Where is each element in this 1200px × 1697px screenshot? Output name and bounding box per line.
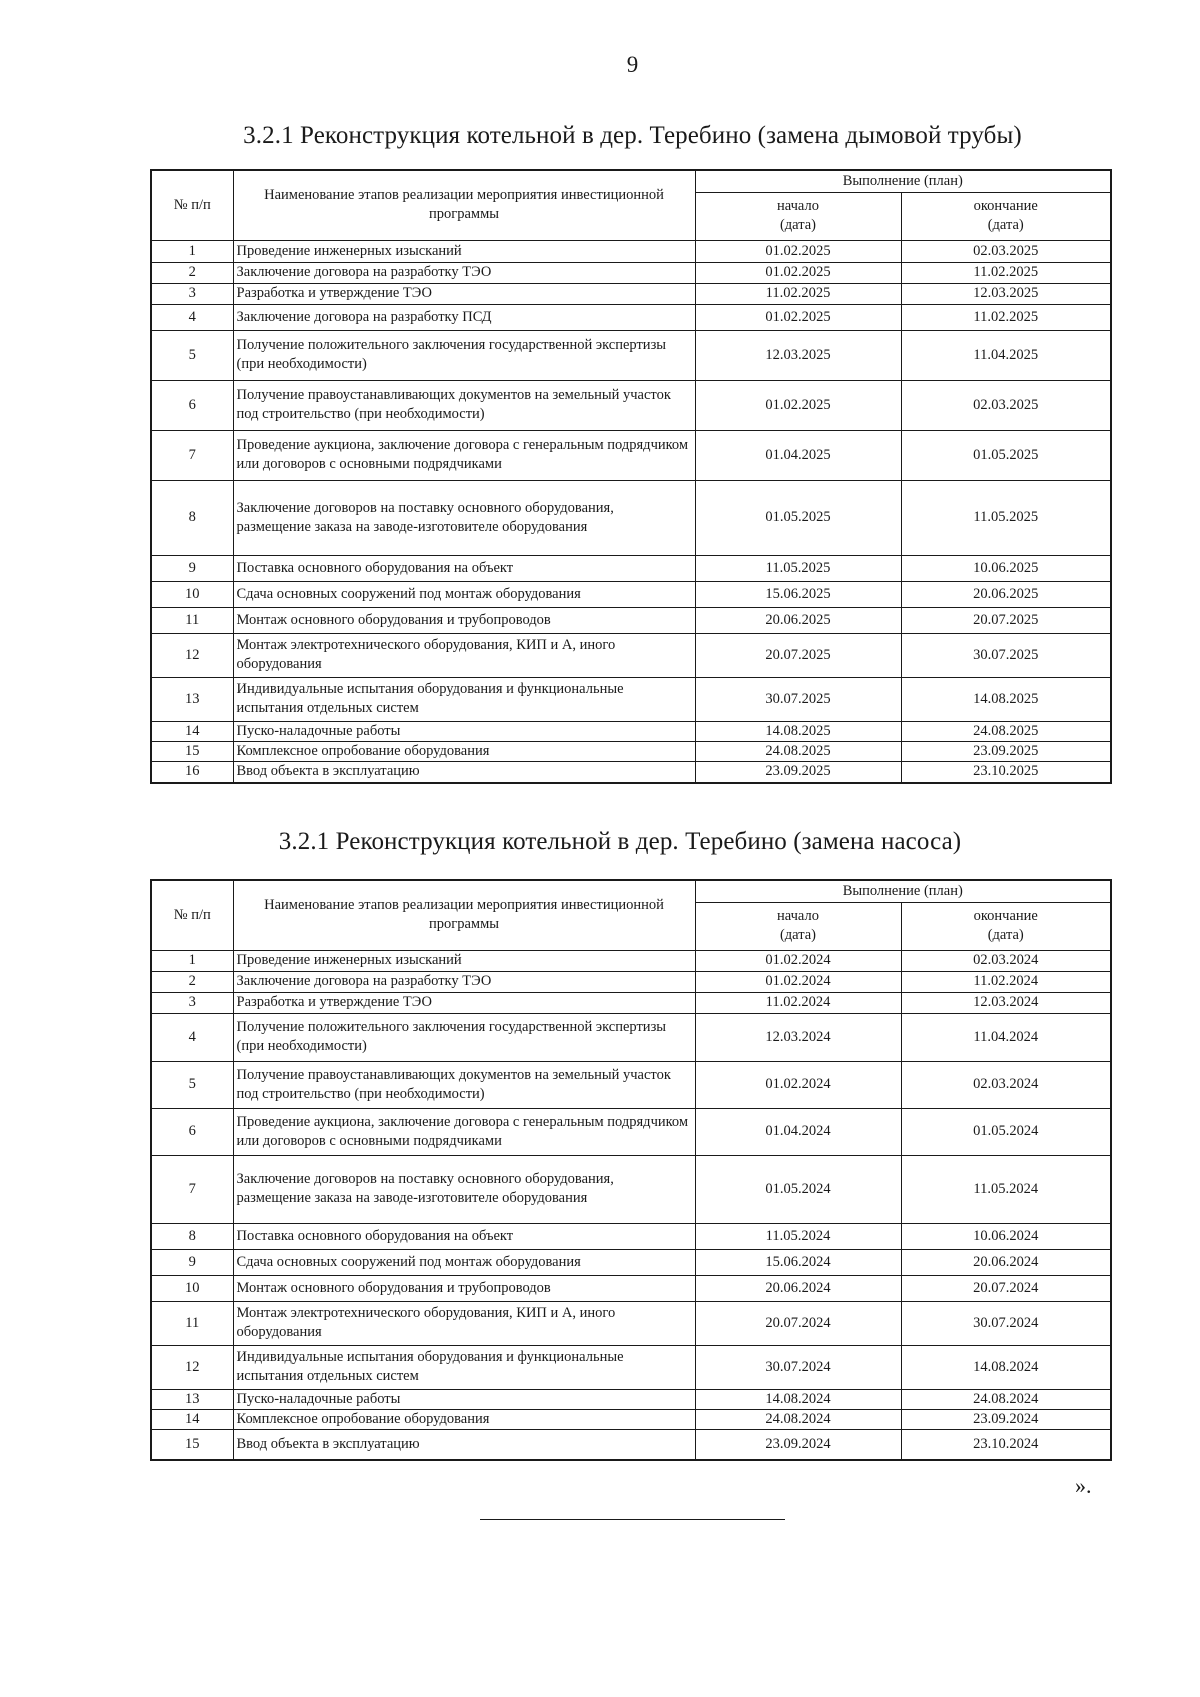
table-header-row (151, 170, 1111, 192)
row-end-date: 20.07.2025 (901, 607, 1111, 633)
row-stage-name: Заключение договора на разработку ПСД (233, 304, 695, 330)
row-stage-name: Пуско-наладочные работы (233, 721, 695, 741)
table-row (151, 1345, 1111, 1389)
table-row (151, 1275, 1111, 1301)
row-number: 5 (151, 1061, 233, 1108)
table-row (151, 430, 1111, 480)
row-number: 9 (151, 1249, 233, 1275)
row-start-date: 01.02.2024 (695, 971, 901, 992)
schedule-table-chimney (150, 169, 1112, 784)
row-start-date: 01.02.2025 (695, 304, 901, 330)
row-number: 7 (151, 430, 233, 480)
table-row (151, 741, 1111, 761)
row-stage-name: Монтаж электротехнического оборудования, КИП и А, иного оборудования (233, 1301, 695, 1345)
row-end-date: 02.03.2025 (901, 240, 1111, 262)
table-row (151, 304, 1111, 330)
row-stage-name: Ввод объекта в эксплуатацию (233, 761, 695, 783)
row-stage-name: Получение положительного заключения государственной экспертизы (при необходимости) (233, 330, 695, 380)
row-end-date: 12.03.2024 (901, 992, 1111, 1013)
row-stage-name: Индивидуальные испытания оборудования и функциональные испытания отдельных систем (233, 1345, 695, 1389)
row-stage-name: Монтаж электротехнического оборудования, КИП и А, иного оборудования (233, 633, 695, 677)
row-end-date: 20.07.2024 (901, 1275, 1111, 1301)
row-stage-name: Заключение договоров на поставку основного оборудования, размещение заказа на заводе-изготовителе оборудования (233, 1155, 695, 1223)
header-start-date: начало (дата) (695, 902, 901, 950)
row-number: 10 (151, 1275, 233, 1301)
table-row (151, 240, 1111, 262)
table-row (151, 380, 1111, 430)
row-stage-name: Заключение договоров на поставку основного оборудования, размещение заказа на заводе-изготовителе оборудования (233, 480, 695, 555)
table-row (151, 262, 1111, 283)
horizontal-rule (480, 1519, 785, 1520)
row-stage-name: Разработка и утверждение ТЭО (233, 992, 695, 1013)
row-number: 15 (151, 1429, 233, 1460)
table-row (151, 950, 1111, 971)
row-end-date: 23.10.2025 (901, 761, 1111, 783)
row-start-date: 01.05.2025 (695, 480, 901, 555)
row-end-date: 24.08.2024 (901, 1389, 1111, 1409)
row-number: 14 (151, 721, 233, 741)
row-stage-name: Поставка основного оборудования на объект (233, 555, 695, 581)
row-end-date: 11.02.2025 (901, 304, 1111, 330)
row-stage-name: Сдача основных сооружений под монтаж оборудования (233, 581, 695, 607)
table-row (151, 1409, 1111, 1429)
row-number: 3 (151, 992, 233, 1013)
row-start-date: 11.05.2025 (695, 555, 901, 581)
row-number: 5 (151, 330, 233, 380)
row-number: 2 (151, 971, 233, 992)
row-start-date: 01.02.2025 (695, 240, 901, 262)
row-start-date: 23.09.2024 (695, 1429, 901, 1460)
row-start-date: 15.06.2024 (695, 1249, 901, 1275)
row-number: 8 (151, 480, 233, 555)
section-title-chimney: 3.2.1 Реконструкция котельной в дер. Теребино (замена дымовой трубы) (243, 122, 1022, 149)
row-start-date: 01.02.2025 (695, 262, 901, 283)
row-start-date: 30.07.2025 (695, 677, 901, 721)
table-row (151, 1223, 1111, 1249)
row-stage-name: Проведение инженерных изысканий (233, 950, 695, 971)
row-start-date: 01.04.2024 (695, 1108, 901, 1155)
row-end-date: 01.05.2025 (901, 430, 1111, 480)
row-stage-name: Монтаж основного оборудования и трубопроводов (233, 1275, 695, 1301)
row-start-date: 12.03.2025 (695, 330, 901, 380)
row-end-date: 14.08.2025 (901, 677, 1111, 721)
row-stage-name: Получение правоустанавливающих документов на земельный участок под строительство (при необходимости) (233, 380, 695, 430)
row-number: 12 (151, 1345, 233, 1389)
table-row (151, 677, 1111, 721)
row-start-date: 30.07.2024 (695, 1345, 901, 1389)
header-end-date: окончание (дата) (901, 192, 1111, 240)
row-end-date: 11.04.2024 (901, 1013, 1111, 1061)
row-number: 10 (151, 581, 233, 607)
row-start-date: 12.03.2024 (695, 1013, 901, 1061)
row-stage-name: Сдача основных сооружений под монтаж оборудования (233, 1249, 695, 1275)
row-number: 1 (151, 950, 233, 971)
row-number: 8 (151, 1223, 233, 1249)
row-number: 14 (151, 1409, 233, 1429)
table-row (151, 1155, 1111, 1223)
row-stage-name: Ввод объекта в эксплуатацию (233, 1429, 695, 1460)
row-number: 13 (151, 1389, 233, 1409)
row-stage-name: Разработка и утверждение ТЭО (233, 283, 695, 304)
row-start-date: 23.09.2025 (695, 761, 901, 783)
row-stage-name: Проведение инженерных изысканий (233, 240, 695, 262)
row-stage-name: Комплексное опробование оборудования (233, 741, 695, 761)
row-end-date: 14.08.2024 (901, 1345, 1111, 1389)
table-row (151, 607, 1111, 633)
row-start-date: 01.04.2025 (695, 430, 901, 480)
row-stage-name: Индивидуальные испытания оборудования и функциональные испытания отдельных систем (233, 677, 695, 721)
row-start-date: 24.08.2024 (695, 1409, 901, 1429)
table-row (151, 480, 1111, 555)
row-start-date: 11.02.2025 (695, 283, 901, 304)
page-number: 9 (626, 52, 639, 77)
row-start-date: 01.02.2024 (695, 1061, 901, 1108)
row-stage-name: Проведение аукциона, заключение договора с генеральным подрядчиком или договоров с основными подрядчиками (233, 1108, 695, 1155)
row-number: 11 (151, 1301, 233, 1345)
row-start-date: 11.02.2024 (695, 992, 901, 1013)
header-execution-plan: Выполнение (план) (695, 170, 1111, 192)
row-end-date: 02.03.2024 (901, 1061, 1111, 1108)
row-end-date: 20.06.2024 (901, 1249, 1111, 1275)
row-number: 6 (151, 1108, 233, 1155)
table-row (151, 1389, 1111, 1409)
table-row (151, 971, 1111, 992)
row-start-date: 20.06.2025 (695, 607, 901, 633)
row-end-date: 10.06.2024 (901, 1223, 1111, 1249)
row-number: 16 (151, 761, 233, 783)
row-end-date: 11.05.2025 (901, 480, 1111, 555)
row-number: 11 (151, 607, 233, 633)
table-row (151, 581, 1111, 607)
row-end-date: 02.03.2024 (901, 950, 1111, 971)
header-number: № п/п (151, 170, 233, 240)
row-stage-name: Монтаж основного оборудования и трубопроводов (233, 607, 695, 633)
row-end-date: 01.05.2024 (901, 1108, 1111, 1155)
row-stage-name: Получение положительного заключения государственной экспертизы (при необходимости) (233, 1013, 695, 1061)
table-row (151, 1301, 1111, 1345)
row-end-date: 02.03.2025 (901, 380, 1111, 430)
row-end-date: 23.09.2025 (901, 741, 1111, 761)
row-number: 6 (151, 380, 233, 430)
row-start-date: 20.06.2024 (695, 1275, 901, 1301)
table-row (151, 1108, 1111, 1155)
table-header-row (151, 880, 1111, 902)
row-stage-name: Заключение договора на разработку ТЭО (233, 262, 695, 283)
row-end-date: 10.06.2025 (901, 555, 1111, 581)
header-stage-name: Наименование этапов реализации мероприятия инвестиционной программы (233, 170, 695, 240)
row-stage-name: Заключение договора на разработку ТЭО (233, 971, 695, 992)
header-execution-plan: Выполнение (план) (695, 880, 1111, 902)
section-title-pump: 3.2.1 Реконструкция котельной в дер. Теребино (замена насоса) (278, 828, 962, 855)
row-number: 13 (151, 677, 233, 721)
row-start-date: 11.05.2024 (695, 1223, 901, 1249)
row-number: 7 (151, 1155, 233, 1223)
row-number: 2 (151, 262, 233, 283)
schedule-table-pump (150, 879, 1112, 1461)
row-number: 12 (151, 633, 233, 677)
row-end-date: 11.02.2024 (901, 971, 1111, 992)
row-start-date: 14.08.2025 (695, 721, 901, 741)
row-end-date: 12.03.2025 (901, 283, 1111, 304)
row-start-date: 01.05.2024 (695, 1155, 901, 1223)
header-start-date: начало (дата) (695, 192, 901, 240)
row-stage-name: Поставка основного оборудования на объект (233, 1223, 695, 1249)
row-number: 9 (151, 555, 233, 581)
closing-quote-mark: ». (1075, 1473, 1092, 1498)
row-stage-name: Проведение аукциона, заключение договора с генеральным подрядчиком или договоров с основными подрядчиками (233, 430, 695, 480)
row-start-date: 24.08.2025 (695, 741, 901, 761)
row-start-date: 14.08.2024 (695, 1389, 901, 1409)
row-end-date: 11.04.2025 (901, 330, 1111, 380)
row-end-date: 23.10.2024 (901, 1429, 1111, 1460)
header-end-date: окончание (дата) (901, 902, 1111, 950)
row-end-date: 24.08.2025 (901, 721, 1111, 741)
row-start-date: 01.02.2024 (695, 950, 901, 971)
row-stage-name: Получение правоустанавливающих документов на земельный участок под строительство (при необходимости) (233, 1061, 695, 1108)
table-row (151, 761, 1111, 783)
row-end-date: 30.07.2024 (901, 1301, 1111, 1345)
row-number: 4 (151, 1013, 233, 1061)
row-end-date: 23.09.2024 (901, 1409, 1111, 1429)
table-row (151, 633, 1111, 677)
table-row (151, 1061, 1111, 1108)
row-number: 1 (151, 240, 233, 262)
row-stage-name: Комплексное опробование оборудования (233, 1409, 695, 1429)
row-number: 15 (151, 741, 233, 761)
table-row (151, 1429, 1111, 1460)
row-start-date: 20.07.2025 (695, 633, 901, 677)
row-number: 4 (151, 304, 233, 330)
table-row (151, 1249, 1111, 1275)
row-number: 3 (151, 283, 233, 304)
row-end-date: 20.06.2025 (901, 581, 1111, 607)
row-start-date: 01.02.2025 (695, 380, 901, 430)
table-row (151, 721, 1111, 741)
header-stage-name: Наименование этапов реализации мероприятия инвестиционной программы (233, 880, 695, 950)
table-row (151, 1013, 1111, 1061)
row-start-date: 15.06.2025 (695, 581, 901, 607)
row-end-date: 11.05.2024 (901, 1155, 1111, 1223)
table-row (151, 555, 1111, 581)
table-row (151, 283, 1111, 304)
table-row (151, 330, 1111, 380)
row-start-date: 20.07.2024 (695, 1301, 901, 1345)
row-end-date: 11.02.2025 (901, 262, 1111, 283)
row-stage-name: Пуско-наладочные работы (233, 1389, 695, 1409)
row-end-date: 30.07.2025 (901, 633, 1111, 677)
table-row (151, 992, 1111, 1013)
header-number: № п/п (151, 880, 233, 950)
